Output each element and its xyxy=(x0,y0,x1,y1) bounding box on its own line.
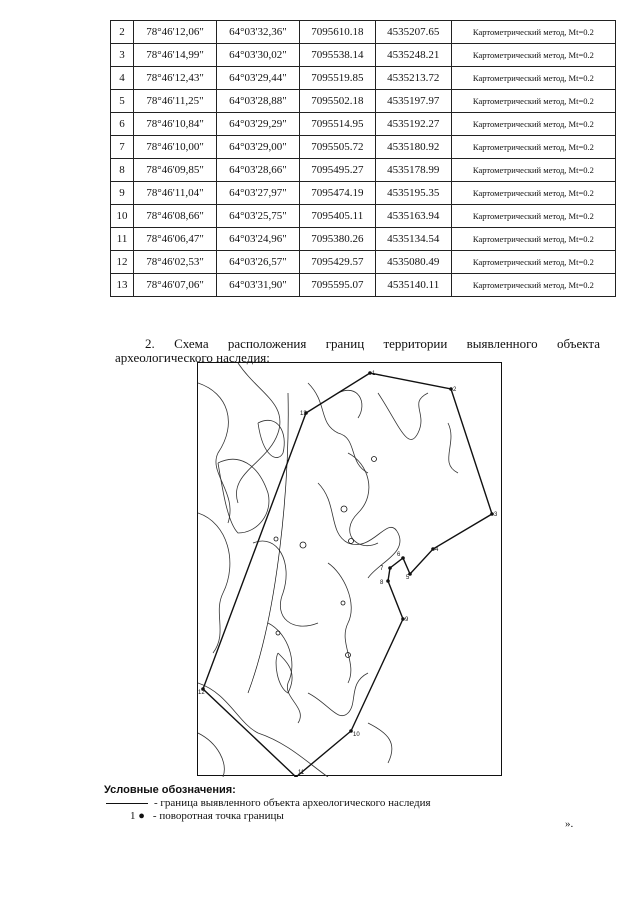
latitude-cell: 78°46'08,66" xyxy=(134,205,217,228)
legend-title: Условные обозначения: xyxy=(104,784,236,796)
latitude-cell: 78°46'12,43" xyxy=(134,67,217,90)
map-drawing xyxy=(198,363,503,777)
point-number-cell: 4 xyxy=(111,67,134,90)
latitude-cell: 78°46'09,85" xyxy=(134,159,217,182)
boundary-scheme-map xyxy=(197,362,502,776)
method-cell: Картометрический метод, Mt=0.2 xyxy=(451,113,615,136)
y-coordinate-cell: 4535134.54 xyxy=(375,228,451,251)
point-label: 10 xyxy=(353,732,360,738)
x-coordinate-cell: 7095502.18 xyxy=(299,90,375,113)
point-label: 7 xyxy=(380,566,384,572)
longitude-cell: 64°03'29,29" xyxy=(216,113,299,136)
y-coordinate-cell: 4535248.21 xyxy=(375,44,451,67)
legend-boundary-row xyxy=(104,797,431,809)
method-cell: Картометрический метод, Mt=0.2 xyxy=(451,21,615,44)
turning-points xyxy=(201,371,494,777)
y-coordinate-cell: 4535140.11 xyxy=(375,274,451,297)
object-boundary xyxy=(203,373,492,777)
point-number-cell: 8 xyxy=(111,159,134,182)
method-cell: Картометрический метод, Mt=0.2 xyxy=(451,182,615,205)
longitude-cell: 64°03'30,02" xyxy=(216,44,299,67)
closing-mark: ». xyxy=(565,818,574,830)
longitude-cell: 64°03'25,75" xyxy=(216,205,299,228)
longitude-cell: 64°03'29,44" xyxy=(216,67,299,90)
x-coordinate-cell: 7095519.85 xyxy=(299,67,375,90)
method-cell: Картометрический метод, Mt=0.2 xyxy=(451,228,615,251)
longitude-cell: 64°03'26,57" xyxy=(216,251,299,274)
y-coordinate-cell: 4535197.97 xyxy=(375,90,451,113)
x-coordinate-cell: 7095380.26 xyxy=(299,228,375,251)
table-row xyxy=(111,205,616,228)
legend-point-row xyxy=(104,810,431,822)
y-coordinate-cell: 4535192.27 xyxy=(375,113,451,136)
heading-word: объекта xyxy=(556,336,600,351)
point-label: 1 xyxy=(372,371,376,377)
table-row xyxy=(111,113,616,136)
y-coordinate-cell: 4535213.72 xyxy=(375,67,451,90)
legend-point-sample: 1 ● xyxy=(130,810,145,822)
latitude-cell: 78°46'14,99" xyxy=(134,44,217,67)
table-row xyxy=(111,44,616,67)
point-number-cell: 11 xyxy=(111,228,134,251)
latitude-cell: 78°46'11,04" xyxy=(134,182,217,205)
x-coordinate-cell: 7095514.95 xyxy=(299,113,375,136)
legend-boundary-text: - граница выявленного объекта археологического наследия xyxy=(154,797,431,809)
method-cell: Картометрический метод, Mt=0.2 xyxy=(451,205,615,228)
section-number: 2. xyxy=(145,336,155,351)
point-number-cell: 7 xyxy=(111,136,134,159)
method-cell: Картометрический метод, Mt=0.2 xyxy=(451,136,615,159)
method-cell: Картометрический метод, Mt=0.2 xyxy=(451,44,615,67)
table-row xyxy=(111,90,616,113)
latitude-cell: 78°46'07,06" xyxy=(134,274,217,297)
heading-line-1 xyxy=(115,337,600,351)
heading-word: расположения xyxy=(227,336,307,351)
table-row xyxy=(111,182,616,205)
method-cell: Картометрический метод, Mt=0.2 xyxy=(451,274,615,297)
table-row xyxy=(111,21,616,44)
point-labels xyxy=(198,371,498,776)
longitude-cell: 64°03'29,00" xyxy=(216,136,299,159)
legend xyxy=(104,784,431,822)
longitude-cell: 64°03'28,88" xyxy=(216,90,299,113)
point-label: 11 xyxy=(298,770,305,776)
x-coordinate-cell: 7095595.07 xyxy=(299,274,375,297)
latitude-cell: 78°46'02,53" xyxy=(134,251,217,274)
longitude-cell: 64°03'32,36" xyxy=(216,21,299,44)
contour-lines xyxy=(198,363,458,777)
heading-word: выявленного xyxy=(466,336,538,351)
method-cell: Картометрический метод, Mt=0.2 xyxy=(451,159,615,182)
y-coordinate-cell: 4535080.49 xyxy=(375,251,451,274)
method-cell: Картометрический метод, Mt=0.2 xyxy=(451,90,615,113)
point-number-cell: 6 xyxy=(111,113,134,136)
point-label: 12 xyxy=(198,690,205,696)
coordinates-table xyxy=(110,20,616,297)
y-coordinate-cell: 4535178.99 xyxy=(375,159,451,182)
point-label: 2 xyxy=(453,387,457,393)
point-label: 6 xyxy=(397,552,401,558)
heading-word: границ xyxy=(325,336,365,351)
latitude-cell: 78°46'10,00" xyxy=(134,136,217,159)
y-coordinate-cell: 4535195.35 xyxy=(375,182,451,205)
latitude-cell: 78°46'12,06" xyxy=(134,21,217,44)
point-number-cell: 9 xyxy=(111,182,134,205)
table-row xyxy=(111,136,616,159)
point-label: 4 xyxy=(435,547,439,553)
object-markers xyxy=(274,457,377,658)
point-number-cell: 3 xyxy=(111,44,134,67)
longitude-cell: 64°03'31,90" xyxy=(216,274,299,297)
longitude-cell: 64°03'28,66" xyxy=(216,159,299,182)
y-coordinate-cell: 4535207.65 xyxy=(375,21,451,44)
point-label: 9 xyxy=(405,617,409,623)
table-row xyxy=(111,67,616,90)
x-coordinate-cell: 7095474.19 xyxy=(299,182,375,205)
latitude-cell: 78°46'06,47" xyxy=(134,228,217,251)
x-coordinate-cell: 7095610.18 xyxy=(299,21,375,44)
x-coordinate-cell: 7095538.14 xyxy=(299,44,375,67)
point-number-cell: 13 xyxy=(111,274,134,297)
x-coordinate-cell: 7095429.57 xyxy=(299,251,375,274)
section-heading xyxy=(115,337,600,365)
longitude-cell: 64°03'24,96" xyxy=(216,228,299,251)
point-label: 8 xyxy=(380,580,384,586)
latitude-cell: 78°46'10,84" xyxy=(134,113,217,136)
boundary-line-sample xyxy=(106,803,148,804)
method-cell: Картометрический метод, Mt=0.2 xyxy=(451,251,615,274)
legend-point-text: - поворотная точка границы xyxy=(152,810,284,822)
point-number-cell: 5 xyxy=(111,90,134,113)
table-row xyxy=(111,274,616,297)
point-label: 5 xyxy=(406,575,410,581)
y-coordinate-cell: 4535163.94 xyxy=(375,205,451,228)
table-row xyxy=(111,228,616,251)
point-label: 3 xyxy=(494,512,498,518)
method-cell: Картометрический метод, Mt=0.2 xyxy=(451,67,615,90)
latitude-cell: 78°46'11,25" xyxy=(134,90,217,113)
point-number-cell: 10 xyxy=(111,205,134,228)
heading-line-2: археологического наследия: xyxy=(115,350,270,365)
heading-word: Схема xyxy=(174,336,209,351)
table-row xyxy=(111,251,616,274)
longitude-cell: 64°03'27,97" xyxy=(216,182,299,205)
x-coordinate-cell: 7095505.72 xyxy=(299,136,375,159)
point-number-cell: 2 xyxy=(111,21,134,44)
x-coordinate-cell: 7095405.11 xyxy=(299,205,375,228)
point-label: 13 xyxy=(300,411,307,417)
table-row xyxy=(111,159,616,182)
y-coordinate-cell: 4535180.92 xyxy=(375,136,451,159)
x-coordinate-cell: 7095495.27 xyxy=(299,159,375,182)
heading-word: территории xyxy=(383,336,448,351)
point-number-cell: 12 xyxy=(111,251,134,274)
